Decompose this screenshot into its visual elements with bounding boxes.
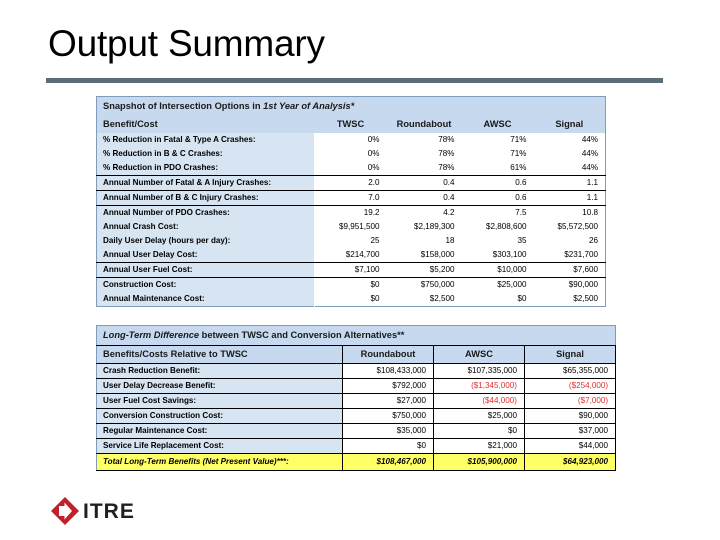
row-value-negative: ($44,000) [434,394,525,409]
row-value: 25 [315,234,387,248]
row-label: User Fuel Cost Savings: [97,394,343,409]
row-value: $0 [315,278,387,293]
table-row [97,248,606,263]
row-value: 0.4 [387,176,462,191]
row-label: Annual Number of B & C Injury Crashes: [97,191,315,206]
snapshot-table [96,96,606,307]
row-value: 44% [534,161,606,176]
table-row [97,278,606,293]
row-value: 71% [462,147,534,161]
row-value: $7,600 [534,263,606,278]
row-value: $0 [343,439,434,454]
table-row [97,409,616,424]
longterm-total-row [97,454,616,471]
longterm-caption-italic: Long-Term Difference [103,330,200,340]
total-row-value: $108,467,000 [343,454,434,471]
table-row [97,394,616,409]
row-label: User Delay Decrease Benefit: [97,379,343,394]
row-value: 0% [315,161,387,176]
row-value: $2,500 [387,292,462,307]
row-value: $214,700 [315,248,387,263]
longterm-header-awsc: AWSC [434,346,525,364]
row-value: 78% [387,147,462,161]
row-value: 44% [534,133,606,147]
row-value: $303,100 [462,248,534,263]
longterm-table-caption [97,326,616,346]
row-value: $27,000 [343,394,434,409]
longterm-table-header-row [97,346,616,364]
itre-wordmark: ITRE [83,500,135,523]
table-row [97,133,606,147]
row-value: $231,700 [534,248,606,263]
row-value: $750,000 [387,278,462,293]
row-value: $90,000 [534,278,606,293]
row-label: Annual Maintenance Cost: [97,292,315,307]
itre-logo [50,496,180,530]
row-label: % Reduction in B & C Crashes: [97,147,315,161]
row-value: 44% [534,147,606,161]
longterm-header-roundabout: Roundabout [343,346,434,364]
row-value: 0.6 [462,176,534,191]
row-value: $750,000 [343,409,434,424]
row-value: $0 [462,292,534,307]
row-label: Annual Crash Cost: [97,220,315,234]
row-label: Service Life Replacement Cost: [97,439,343,454]
longterm-caption-plain: between TWSC and Conversion Alternatives** [199,330,405,340]
row-value: 78% [387,133,462,147]
row-value: 0% [315,133,387,147]
row-value: $5,200 [387,263,462,278]
row-value: $7,100 [315,263,387,278]
snapshot-table-header-row [97,116,606,133]
row-value: 78% [387,161,462,176]
table-row [97,263,606,278]
row-value: 10.8 [534,206,606,221]
row-value: 19.2 [315,206,387,221]
table-row [97,206,606,221]
row-value: $2,189,300 [387,220,462,234]
longterm-header-benefits-costs: Benefits/Costs Relative to TWSC [97,346,343,364]
row-value: $2,500 [534,292,606,307]
snapshot-header-roundabout: Roundabout [387,116,462,133]
table-row [97,424,616,439]
table-row [97,176,606,191]
snapshot-caption-plain: Snapshot of Intersection Options in [103,101,264,111]
row-label: Annual Number of Fatal & A Injury Crashes: [97,176,315,191]
table-row [97,364,616,379]
row-label: Crash Reduction Benefit: [97,364,343,379]
page-title: Output Summary [48,23,325,64]
row-value: $35,000 [343,424,434,439]
row-value: 0.6 [462,191,534,206]
row-value: $0 [434,424,525,439]
longterm-header-signal: Signal [525,346,616,364]
row-value: $5,572,500 [534,220,606,234]
snapshot-table-caption [97,97,606,117]
row-label: Daily User Delay (hours per day): [97,234,315,248]
row-label: Construction Cost: [97,278,315,293]
snapshot-header-awsc: AWSC [462,116,534,133]
snapshot-header-twsc: TWSC [315,116,387,133]
title-divider-rule [46,78,663,83]
row-value: $9,951,500 [315,220,387,234]
longterm-table [96,325,616,471]
row-value: 0.4 [387,191,462,206]
row-value: $108,433,000 [343,364,434,379]
table-row [97,379,616,394]
row-label: % Reduction in Fatal & Type A Crashes: [97,133,315,147]
row-value: $21,000 [434,439,525,454]
itre-diamond-arrow-icon [50,496,80,526]
row-value: $0 [315,292,387,307]
snapshot-table-caption-row [97,97,606,117]
row-value: 71% [462,133,534,147]
row-value: 61% [462,161,534,176]
table-row [97,161,606,176]
row-value: $25,000 [434,409,525,424]
row-value: 35 [462,234,534,248]
row-value: 1.1 [534,191,606,206]
row-label: Conversion Construction Cost: [97,409,343,424]
table-row [97,439,616,454]
row-value-negative: ($254,000) [525,379,616,394]
row-value: 7.0 [315,191,387,206]
snapshot-header-signal: Signal [534,116,606,133]
table-row [97,191,606,206]
total-row-value: $105,900,000 [434,454,525,471]
row-value-negative: ($7,000) [525,394,616,409]
row-value: $37,000 [525,424,616,439]
row-value: $792,000 [343,379,434,394]
row-value: 18 [387,234,462,248]
table-row [97,147,606,161]
row-value: $10,000 [462,263,534,278]
row-label: Annual Number of PDO Crashes: [97,206,315,221]
row-value: 1.1 [534,176,606,191]
row-value: $158,000 [387,248,462,263]
row-value: $44,000 [525,439,616,454]
total-row-label: Total Long-Term Benefits (Net Present Value)***: [97,454,343,471]
row-value: $90,000 [525,409,616,424]
longterm-table-caption-row [97,326,616,346]
row-value-negative: ($1,345,000) [434,379,525,394]
snapshot-caption-italic: 1st Year of Analysis* [263,101,355,111]
row-label: % Reduction in PDO Crashes: [97,161,315,176]
row-value: $2,808,600 [462,220,534,234]
row-value: 2.0 [315,176,387,191]
total-row-value: $64,923,000 [525,454,616,471]
row-value: $25,000 [462,278,534,293]
row-label: Regular Maintenance Cost: [97,424,343,439]
table-row [97,292,606,307]
row-value: 26 [534,234,606,248]
snapshot-header-benefit-cost: Benefit/Cost [97,116,315,133]
table-row [97,234,606,248]
row-value: 0% [315,147,387,161]
row-value: $65,355,000 [525,364,616,379]
row-value: $107,335,000 [434,364,525,379]
row-label: Annual User Fuel Cost: [97,263,315,278]
row-label: Annual User Delay Cost: [97,248,315,263]
row-value: 4.2 [387,206,462,221]
row-value: 7.5 [462,206,534,221]
table-row [97,220,606,234]
